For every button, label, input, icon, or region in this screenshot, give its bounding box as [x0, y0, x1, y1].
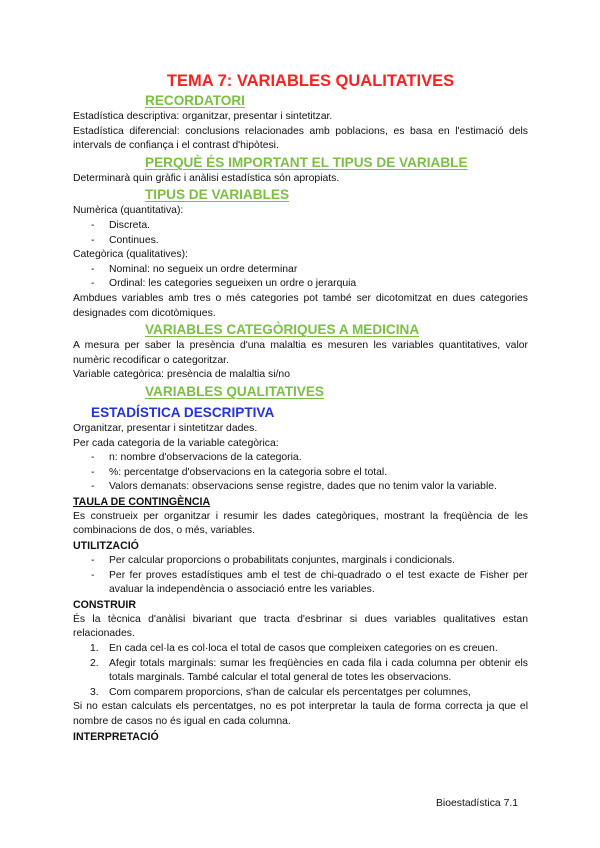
document-body — [73, 70, 528, 745]
list-item: - %: percentatge d'observacions en la categoria sobre el total. — [73, 466, 528, 481]
paragraph: Estadística descriptiva: organitzar, presentar i sintetitzar. — [73, 111, 333, 122]
page-title: TEMA 7: VARIABLES QUALITATIVES — [166, 72, 455, 90]
list-item: - Nominal: no segueix un ordre determinar — [73, 263, 528, 278]
bullet-list — [73, 263, 528, 292]
list-item — [73, 657, 528, 686]
paragraph: Variable categòrica: presència de malaltia si/no — [73, 369, 290, 381]
list-item — [73, 642, 528, 657]
heading-utilitzacio: UTILITZACIÓ — [73, 540, 139, 553]
section-heading-recordatori: RECORDATORI — [145, 93, 245, 108]
paragraph: Es construeix per organitzar i resumir les dades categòriques, mostrant la freqüència de les combinacions de dos, o més, variables. — [73, 510, 528, 537]
paragraph: Organitzar, presentar i sintetitzar dades. — [73, 422, 258, 434]
paragraph: Numèrica (quantitativa): — [73, 205, 184, 217]
heading-interpretacio: INTERPRETACIÓ — [73, 730, 159, 743]
paragraph: És la tècnica d'anàlisi bivariant que tracta d'esbrinar si dues variables qualitatives estan relacionades. — [73, 613, 528, 640]
heading-taula-contingencia: TAULA DE CONTINGÈNCIA — [73, 495, 211, 508]
list-item-text: Com comparem proporcions, s'han de calcular els percentatges per columnes, — [109, 686, 471, 698]
list-item: - n: nombre d'observacions de la categoria. — [73, 451, 528, 466]
list-number: 1. — [90, 643, 99, 655]
list-item — [73, 686, 528, 701]
list-item: - Per calcular proporcions o probabilitats conjuntes, marginals i condicionals. — [73, 554, 528, 569]
paragraph: Estadística diferencial: conclusions relacionades amb poblacions, es basa en l'estimació dels intervals de confiança i el contrast d'hipòtesi. — [73, 125, 528, 152]
list-item: - Discreta. — [73, 219, 528, 234]
page-footer: Bioestadística 7.1 — [436, 798, 519, 809]
list-item: - Continues. — [73, 234, 528, 249]
numbered-list — [73, 642, 528, 700]
list-item: - Valors demanats: observacions sense registre, dades que no tenim valor la variable. — [73, 480, 528, 495]
list-item: - Per fer proves estadístiques amb el test de chi-quadrado o el test exacte de Fisher per avaluar la independència o associació entre les variables. — [73, 569, 528, 598]
list-number: 2. — [90, 657, 99, 669]
paragraph: A mesura per saber la presència d'una malaltia es mesuren les variables quantitatives, valor numèric recodificar o categoritzar. — [73, 340, 528, 366]
section-heading-qualitatives: VARIABLES QUALITATIVES — [145, 383, 324, 399]
paragraph: Categòrica (qualitatives): — [73, 249, 188, 261]
subsection-heading-descriptiva: ESTADÍSTICA DESCRIPTIVA — [91, 404, 275, 420]
section-heading-importancia: PERQUÈ ÉS IMPORTANT EL TIPUS DE VARIABLE — [145, 154, 468, 170]
list-item: - Ordinal: les categories segueixen un ordre o jerarquia — [73, 277, 528, 292]
paragraph: Si no estan calculats els percentatges, no es pot interpretar la taula de forma correcta ja que el nombre de casos no és igual en cada columna. — [73, 701, 528, 727]
bullet-list — [73, 554, 528, 598]
list-item-text: Afegir totals marginals: sumar les freqüències en cada fila i cada columna per obtenir els totals marginals. També calcular el total general de totes les observacions. — [109, 657, 528, 684]
heading-construir: CONSTRUIR — [73, 598, 136, 611]
paragraph: Per cada categoria de la variable categòrica: — [73, 437, 279, 449]
section-heading-medicina: VARIABLES CATEGÒRIQUES A MEDICINA — [145, 322, 420, 338]
bullet-list — [73, 451, 528, 495]
paragraph: Ambdues variables amb tres o més categories pot també ser dicotomitzat en dues categories designades com dicotòmiques. — [73, 292, 528, 319]
bullet-list — [73, 219, 528, 248]
list-item-text: En cada cel·la es col·loca el total de casos que compleixen categories on es creuen. — [109, 643, 498, 655]
section-heading-tipus: TIPUS DE VARIABLES — [145, 187, 290, 203]
list-number: 3. — [90, 686, 99, 698]
paragraph: Determinarà quin gràfic i anàlisi estadística són apropiats. — [73, 172, 340, 184]
